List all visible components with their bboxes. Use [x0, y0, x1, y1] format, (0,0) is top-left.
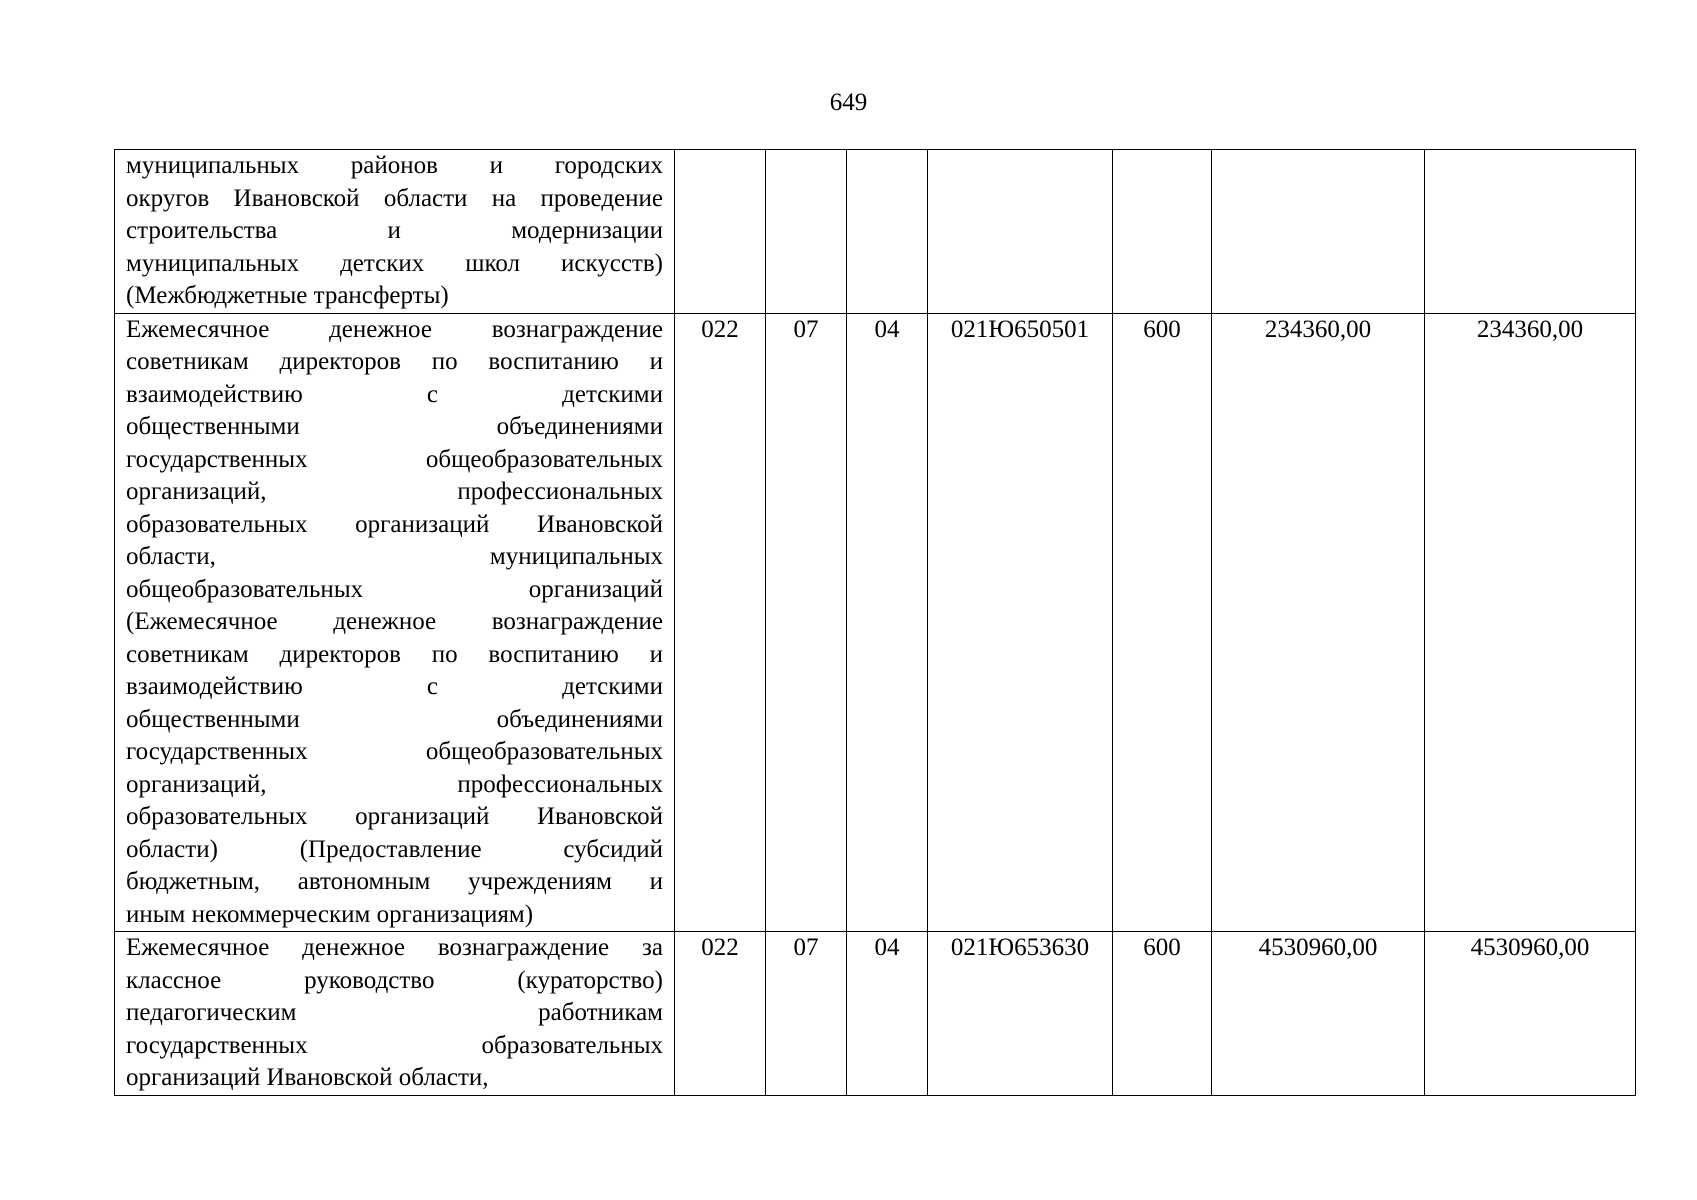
description-line: педагогическим работникам	[126, 999, 663, 1026]
table-row	[115, 150, 1636, 314]
ministry-code-cell: 022	[675, 313, 766, 932]
expense-type-cell: 600	[1113, 313, 1212, 932]
amount-2-cell: 4530960,00	[1425, 932, 1636, 1096]
description-line: советникам директоров по воспитанию и	[126, 348, 663, 375]
ministry-code-cell: 022	[675, 932, 766, 1096]
description-line: организаций, профессиональных	[126, 478, 663, 505]
description-line: (Ежемесячное денежное вознаграждение	[126, 608, 663, 635]
description-line: Ежемесячное денежное вознаграждение за	[126, 934, 663, 961]
description-line: бюджетным, автономным учреждениям и	[126, 868, 663, 895]
amount-1-cell: 234360,00	[1212, 313, 1425, 932]
amount-2-cell: 234360,00	[1425, 313, 1636, 932]
description-line: иным некоммерческим организациям)	[126, 900, 534, 928]
description-line: организаций, профессиональных	[126, 770, 663, 798]
section-code-cell	[766, 150, 847, 314]
ministry-code-cell	[675, 150, 766, 314]
description-line: муниципальных детских школ искусств)	[126, 249, 663, 277]
subsection-code-cell	[847, 150, 928, 314]
description-line: взаимодействию с детскими	[126, 673, 663, 700]
section-code-cell: 07	[766, 932, 847, 1096]
description-cell	[115, 313, 675, 932]
description-line: государственных общеобразовательных	[126, 738, 663, 765]
description-line: взаимодействию с детскими	[126, 380, 663, 408]
description-line: (Межбюджетные трансферты)	[126, 282, 449, 309]
description-line: строительства и модернизации	[126, 217, 663, 244]
table-row	[115, 313, 1636, 932]
subsection-code-cell: 04	[847, 313, 928, 932]
section-code-cell: 07	[766, 313, 847, 932]
subsection-code-cell: 04	[847, 932, 928, 1096]
description-line: округов Ивановской области на проведение	[126, 184, 663, 212]
table-row	[115, 932, 1636, 1096]
description-line: общественными объединениями	[126, 413, 663, 440]
amount-1-cell: 4530960,00	[1212, 932, 1425, 1096]
description-line: образовательных организаций Ивановской	[126, 510, 663, 538]
budget-table	[114, 149, 1636, 1096]
expense-type-cell: 600	[1113, 932, 1212, 1096]
description-line: государственных образовательных	[126, 1031, 663, 1059]
description-cell	[115, 932, 675, 1096]
description-line: муниципальных районов и городских	[126, 152, 663, 179]
description-line: Ежемесячное денежное вознаграждение	[126, 315, 663, 343]
description-line: области, муниципальных	[126, 543, 663, 570]
expense-type-cell	[1113, 150, 1212, 314]
amount-2-cell	[1425, 150, 1636, 314]
description-line: общественными объединениями	[126, 705, 663, 733]
description-line: классное руководство (кураторство)	[126, 966, 663, 994]
page-number: 649	[829, 89, 868, 116]
table-body	[115, 150, 1636, 1096]
description-line: области) (Предоставление субсидий	[126, 835, 663, 863]
target-article-cell: 021Ю650501	[928, 313, 1113, 932]
description-line: государственных общеобразовательных	[126, 445, 663, 473]
target-article-cell	[928, 150, 1113, 314]
description-line: организаций Ивановской области,	[126, 1064, 489, 1091]
description-cell	[115, 150, 675, 314]
description-line: советникам директоров по воспитанию и	[126, 640, 663, 668]
description-line: общеобразовательных организаций	[126, 575, 663, 603]
amount-1-cell	[1212, 150, 1425, 314]
target-article-cell: 021Ю653630	[928, 932, 1113, 1096]
description-line: образовательных организаций Ивановской	[126, 803, 663, 830]
